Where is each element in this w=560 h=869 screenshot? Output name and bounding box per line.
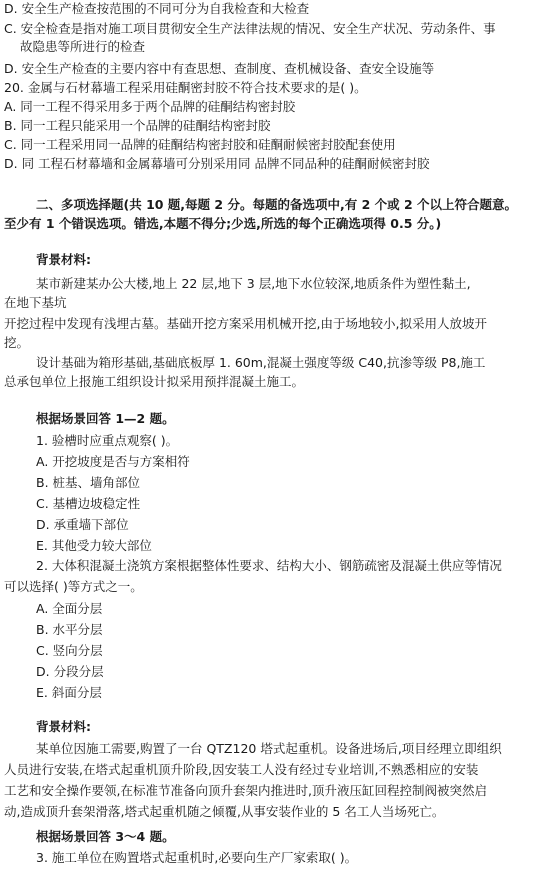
option-c-q20: C. 同一工程采用同一品牌的硅酮结构密封胶和硅酮耐候密封胶配套使用 [4, 137, 396, 152]
option-c-q19-cont: 故隐患等所进行的检查 [20, 39, 146, 54]
background-text-1-line3: 开挖过程中发现有浅埋古墓。基础开挖方案采用机械开挖,由于场地较小,拟采用人放坡开 [4, 316, 487, 331]
background-text-1-line5: 设计基础为箱形基础,基础底板厚 1. 60m,混凝土强度等级 C40,抗渗等级 P8,施工 [36, 355, 486, 370]
question-2: 2. 大体积混凝土浇筑方案根据整体性要求、结构大小、钢筋疏密及混凝土供应等情况 [36, 558, 502, 573]
background-text-1-line6: 总承包单位上报施工组织设计拟采用预拌混凝土施工。 [4, 374, 305, 389]
background-text-2-line4: 动,造成顶升套架滑落,塔式起重机随之倾覆,从事安装作业的 5 名工人当场死亡。 [4, 804, 445, 819]
option-a-q2: A. 全面分层 [36, 601, 103, 616]
option-c-q2: C. 竖向分层 [36, 643, 103, 658]
scenario-heading-1: 根据场景回答 1—2 题。 [36, 411, 175, 426]
option-b-q20: B. 同一工程只能采用一个品牌的硅酮结构密封胶 [4, 118, 271, 133]
option-d2-q19: D. 安全生产检查的主要内容中有查思想、查制度、查机械设备、查安全设施等 [4, 61, 435, 76]
section-instructions: 至少有 1 个错误选项。错选,本题不得分;少选,所选的每个正确选项得 0.5 分。) [4, 216, 442, 231]
option-b-q1: B. 桩基、墙角部位 [36, 475, 141, 490]
question-20: 20. 金属与石材幕墙工程采用硅酮密封胶不符合技术要求的是( )。 [4, 80, 367, 95]
option-d-q1: D. 承重墙下部位 [36, 517, 129, 532]
option-d-q2: D. 分段分层 [36, 664, 104, 679]
question-1: 1. 验槽时应重点观察( )。 [36, 433, 179, 448]
question-3: 3. 施工单位在购置塔式起重机时,必要向生产厂家索取( )。 [36, 850, 358, 865]
background-text-2-line3: 工艺和安全操作要领,在标准节准备向顶升套架内推进时,顶升液压缸回程控制阀被突然启 [4, 783, 487, 798]
background-text-2-line1: 某单位因施工需要,购置了一台 QTZ120 塔式起重机。设备进场后,项目经理立即组织 [36, 741, 502, 756]
option-e-q1: E. 其他受力较大部位 [36, 538, 152, 553]
option-a-q20: A. 同一工程不得采用多于两个品牌的硅酮结构密封胶 [4, 99, 296, 114]
section-heading: 二、多项选择题(共 10 题,每题 2 分。每题的备选项中,有 2 个或 2 个以上符合题意。 [36, 197, 518, 212]
option-c-q1: C. 基槽边坡稳定性 [36, 496, 141, 511]
option-a-q1: A. 开挖坡度是否与方案相符 [36, 454, 190, 469]
option-b-q2: B. 水平分层 [36, 622, 103, 637]
background-text-1-line1: 某市新建某办公大楼,地上 22 层,地下 3 层,地下水位较深,地质条件为塑性黏土, [36, 276, 471, 291]
background-text-2-line2: 人员进行安装,在塔式起重机顶升阶段,因安装工人没有经过专业培训,不熟悉相应的安装 [4, 762, 479, 777]
background-heading-2: 背景材料: [36, 719, 91, 734]
background-heading-1: 背景材料: [36, 252, 91, 267]
background-text-1-line4: 挖。 [4, 335, 30, 350]
option-e-q2: E. 斜面分层 [36, 685, 102, 700]
option-c-q19: C. 安全检查是指对施工项目贯彻安全生产法律法规的情况、安全生产状况、劳动条件、事 [4, 21, 496, 36]
background-text-1-line2: 在地下基坑 [4, 295, 67, 310]
scenario-heading-2: 根据场景回答 3～4 题。 [36, 829, 175, 844]
option-d-q19: D. 安全生产检查按范围的不同可分为自我检查和大检查 [4, 1, 310, 16]
option-d-q20: D. 同 工程石材幕墙和金属幕墙可分别采用同 品牌不同品种的硅酮耐候密封胶 [4, 156, 430, 171]
question-2-cont: 可以选择( )等方式之一。 [4, 579, 143, 594]
